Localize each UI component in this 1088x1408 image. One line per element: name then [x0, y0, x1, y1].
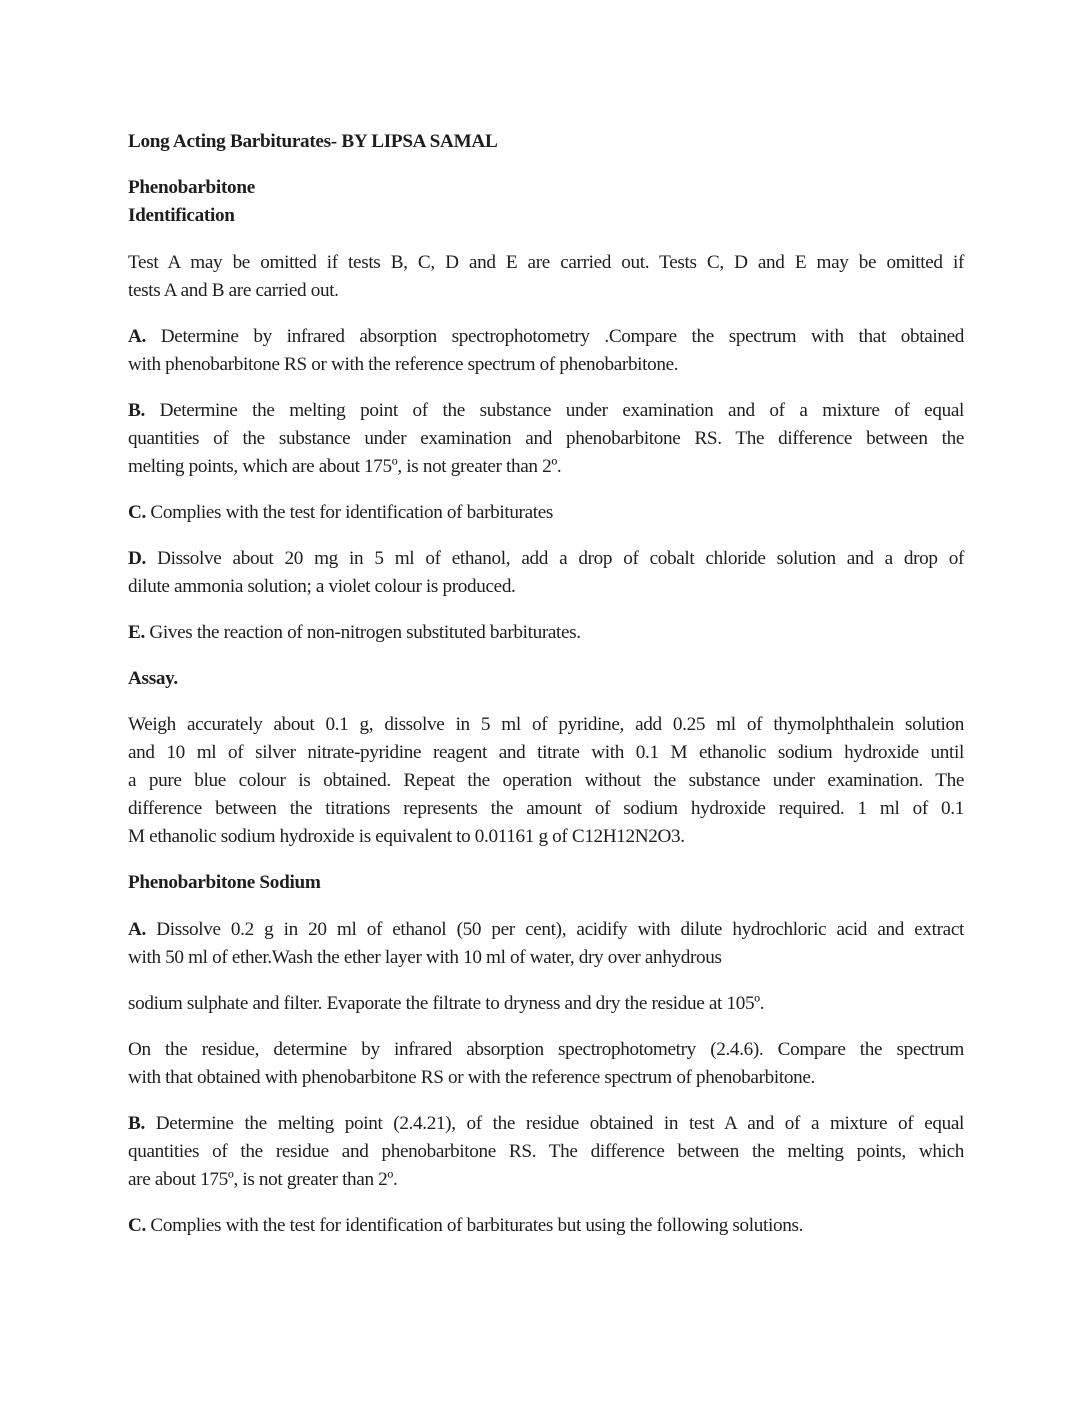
- sodium-test-a-label: A.: [128, 919, 146, 940]
- test-e-label: E.: [128, 622, 145, 643]
- test-c-label: C.: [128, 502, 146, 523]
- assay-line-5: M ethanolic sodium hydroxide is equivalent to 0.01161 g of C12H12N2O3.: [128, 826, 685, 847]
- test-b-line-1: B. Determine the melting point of the substance under examination and of a mixture of equal: [128, 400, 964, 421]
- test-c-line-1: C. Complies with the test for identification of barbiturates: [128, 502, 554, 523]
- sodium-test-a-continuation: sodium sulphate and filter. Evaporate the filtrate to dryness and dry the residue at 105º.: [128, 993, 765, 1014]
- test-b-label: B.: [128, 400, 145, 421]
- assay-heading: Assay.: [128, 668, 178, 689]
- test-d-line-2: dilute ammonia solution; a violet colour is produced.: [128, 576, 516, 597]
- test-b-line-3: melting points, which are about 175º, is not greater than 2º.: [128, 456, 562, 477]
- test-d-label: D.: [128, 548, 146, 569]
- assay-line-3: a pure blue colour is obtained. Repeat the operation without the substance under examination. The: [128, 770, 964, 791]
- sodium-test-a-line-1: A. Dissolve 0.2 g in 20 ml of ethanol (50 per cent), acidify with dilute hydrochloric acid and extract: [128, 919, 964, 940]
- assay-line-4: difference between the titrations represents the amount of sodium hydroxide required. 1 ml of 0.1: [128, 798, 964, 819]
- subheading-identification: Identification: [128, 205, 235, 226]
- intro-line-2: tests A and B are carried out.: [128, 280, 339, 301]
- document-title: Long Acting Barbiturates- BY LIPSA SAMAL: [128, 131, 498, 152]
- sodium-test-b-line-2: quantities of the residue and phenobarbitone RS. The difference between the melting points, which: [128, 1141, 964, 1162]
- test-a-label: A.: [128, 326, 146, 347]
- sodium-test-a-residue-line-1: On the residue, determine by infrared absorption spectrophotometry (2.4.6). Compare the spectrum: [128, 1039, 964, 1060]
- sodium-test-c-line-1: C. Complies with the test for identification of barbiturates but using the following solutions.: [128, 1215, 804, 1236]
- intro-line-1: Test A may be omitted if tests B, C, D and E are carried out. Tests C, D and E may be omitted if: [128, 252, 964, 273]
- test-b-line-2: quantities of the substance under examination and phenobarbitone RS. The difference between the: [128, 428, 964, 449]
- test-e-line-1: E. Gives the reaction of non-nitrogen substituted barbiturates.: [128, 622, 581, 643]
- sodium-test-b-line-3: are about 175º, is not greater than 2º.: [128, 1169, 398, 1190]
- test-d-line-1: D. Dissolve about 20 mg in 5 ml of ethanol, add a drop of cobalt chloride solution and a drop of: [128, 548, 964, 569]
- sodium-test-a-line-2: with 50 ml of ether.Wash the ether layer with 10 ml of water, dry over anhydrous: [128, 947, 722, 968]
- section-heading-phenobarbitone-sodium: Phenobarbitone Sodium: [128, 872, 321, 893]
- sodium-test-a-residue-line-2: with that obtained with phenobarbitone RS or with the reference spectrum of phenobarbitone.: [128, 1067, 815, 1088]
- section-heading-phenobarbitone: Phenobarbitone: [128, 177, 255, 198]
- test-a-line-1: A. Determine by infrared absorption spectrophotometry .Compare the spectrum with that obtained: [128, 326, 964, 347]
- sodium-test-b-label: B.: [128, 1113, 145, 1134]
- test-a-line-2: with phenobarbitone RS or with the reference spectrum of phenobarbitone.: [128, 354, 679, 375]
- assay-line-2: and 10 ml of silver nitrate-pyridine reagent and titrate with 0.1 M ethanolic sodium hydroxide until: [128, 742, 964, 763]
- assay-line-1: Weigh accurately about 0.1 g, dissolve in 5 ml of pyridine, add 0.25 ml of thymolphthalein solution: [128, 714, 964, 735]
- sodium-test-c-label: C.: [128, 1215, 146, 1236]
- sodium-test-b-line-1: B. Determine the melting point (2.4.21), of the residue obtained in test A and of a mixture of equal: [128, 1113, 964, 1134]
